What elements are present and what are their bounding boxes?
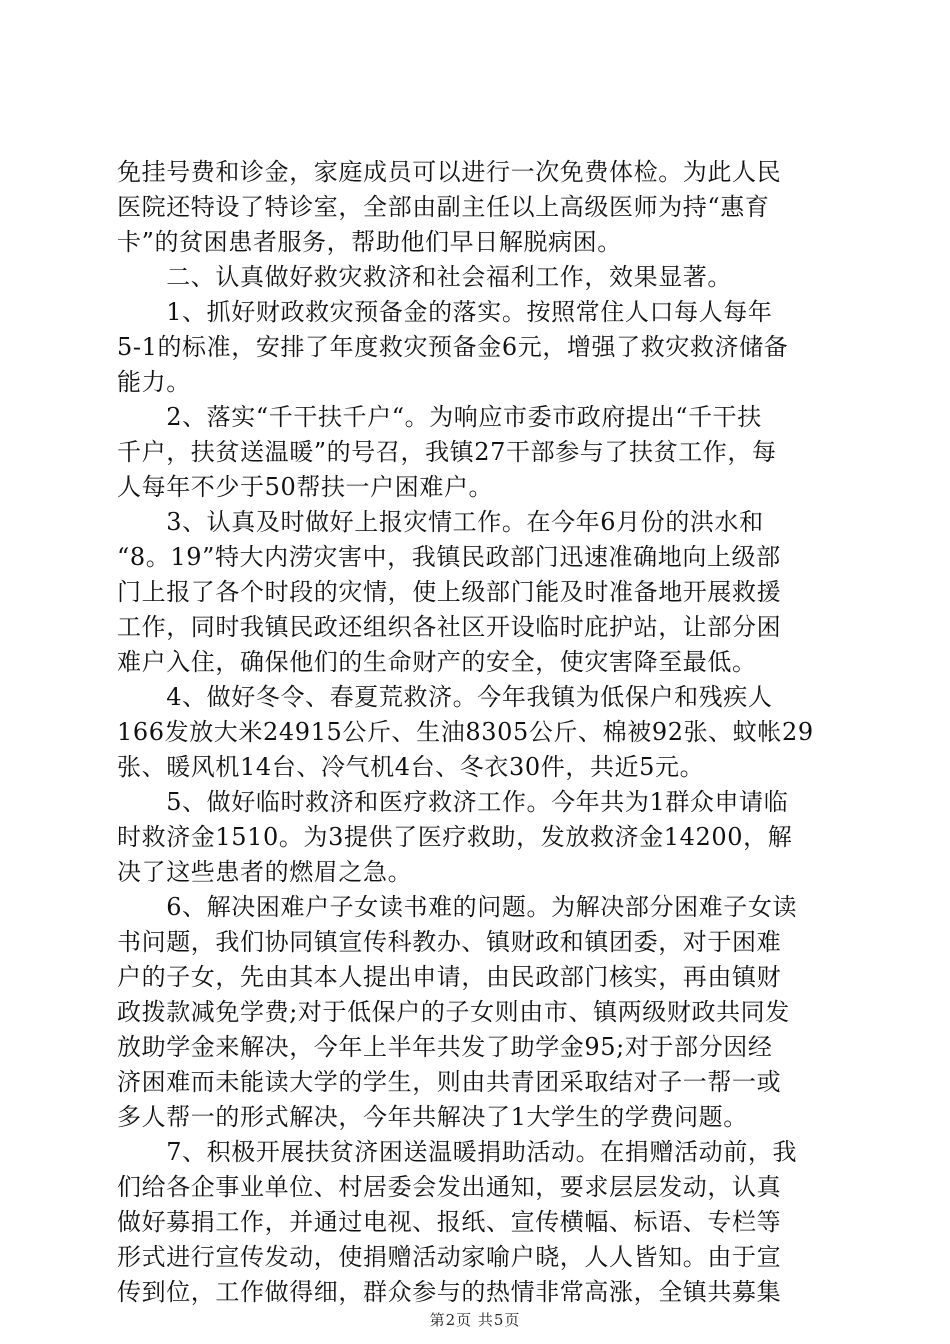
text-line: 千户，扶贫送温暖”的号召，我镇27干部参与了扶贫工作，每 [117, 438, 777, 466]
text-line: 5、做好临时救济和医疗救济工作。今年共为1群众申请临 [117, 788, 789, 816]
section-heading: 二、认真做好救灾救济和社会福利工作，效果显著。 [117, 263, 732, 291]
text-line: 放助学金来解决，今年上半年共发了助学金95;对于部分因经 [117, 1033, 773, 1061]
text-line: 1、抓好财政救灾预备金的落实。按照常住人口每人每年 [117, 298, 773, 326]
text-line: 医院还特设了特诊室，全部由副主任以上高级医师为持“惠育 [117, 193, 770, 221]
text-line: 能力。 [117, 368, 191, 396]
text-line: 2、落实“千干扶千户“。为响应市委市政府提出“千干扶 [117, 403, 762, 431]
text-line: 4、做好冬令、春夏荒救济。今年我镇为低保户和残疾人 [117, 683, 773, 711]
text-line: 卡”的贫困患者服务，帮助他们早日解脱病困。 [117, 228, 622, 256]
text-line: 形式进行宣传发动，使捐赠活动家喻户晓，人人皆知。由于宣 [117, 1243, 782, 1271]
text-line: 多人帮一的形式解决，今年共解决了1大学生的学费问题。 [117, 1103, 748, 1131]
text-line: 张、暖风机14台、冷气机4台、冬衣30件，共近5元。 [117, 753, 705, 781]
document-body [117, 155, 833, 1310]
text-line: 3、认真及时做好上报灾情工作。在今年6月份的洪水和 [117, 508, 764, 536]
text-line: 政拨款减免学费;对于低保户的子女则由市、镇两级财政共同发 [117, 998, 790, 1026]
text-line: 人每年不少于50帮扶一户困难户。 [117, 473, 494, 501]
text-line: 门上报了各个时段的灾情，使上级部门能及时准备地开展救援 [117, 578, 782, 606]
text-line: 决了这些患者的燃眉之急。 [117, 858, 413, 886]
text-line: 济困难而未能读大学的学生，则由共青团采取结对子一帮一或 [117, 1068, 782, 1096]
text-line: 时救济金1510。为3提供了医疗救助，发放救济金14200，解 [117, 823, 793, 851]
text-line: 户的子女，先由其本人提出申请，由民政部门核实，再由镇财 [117, 963, 782, 991]
text-line: 6、解决困难户子女读书难的问题。为解决部分困难子女读 [117, 893, 798, 921]
text-line: 做好募捐工作，并通过电视、报纸、宣传横幅、标语、专栏等 [117, 1208, 782, 1236]
text-line: 工作，同时我镇民政还组织各社区开设临时庇护站，让部分困 [117, 613, 782, 641]
text-line: 难户入住，确保他们的生命财产的安全，使灾害降至最低。 [117, 648, 757, 676]
text-line: “8。19”特大内涝灾害中，我镇民政部门迅速准确地向上级部 [117, 543, 781, 571]
text-line: 们给各企事业单位、村居委会发出通知，要求层层发动，认真 [117, 1173, 782, 1201]
text-line: 传到位，工作做得细，群众参与的热情非常高涨，全镇共募集 [117, 1278, 782, 1306]
text-line: 7、积极开展扶贫济困送温暖捐助活动。在捐赠活动前，我 [117, 1138, 798, 1166]
text-line: 5-1的标准，安排了年度救灾预备金6元，增强了救灾救济储备 [117, 333, 789, 361]
text-line: 免挂号费和诊金，家庭成员可以进行一次免费体检。为此人民 [117, 158, 782, 186]
text-line: 书问题，我们协同镇宣传科教办、镇财政和镇团委，对于困难 [117, 928, 782, 956]
page-number-footer: 第2页 共5页 [429, 1311, 521, 1329]
text-line: 166发放大米24915公斤、生油8305公斤、棉被92张、蚊帐29 [117, 718, 814, 746]
